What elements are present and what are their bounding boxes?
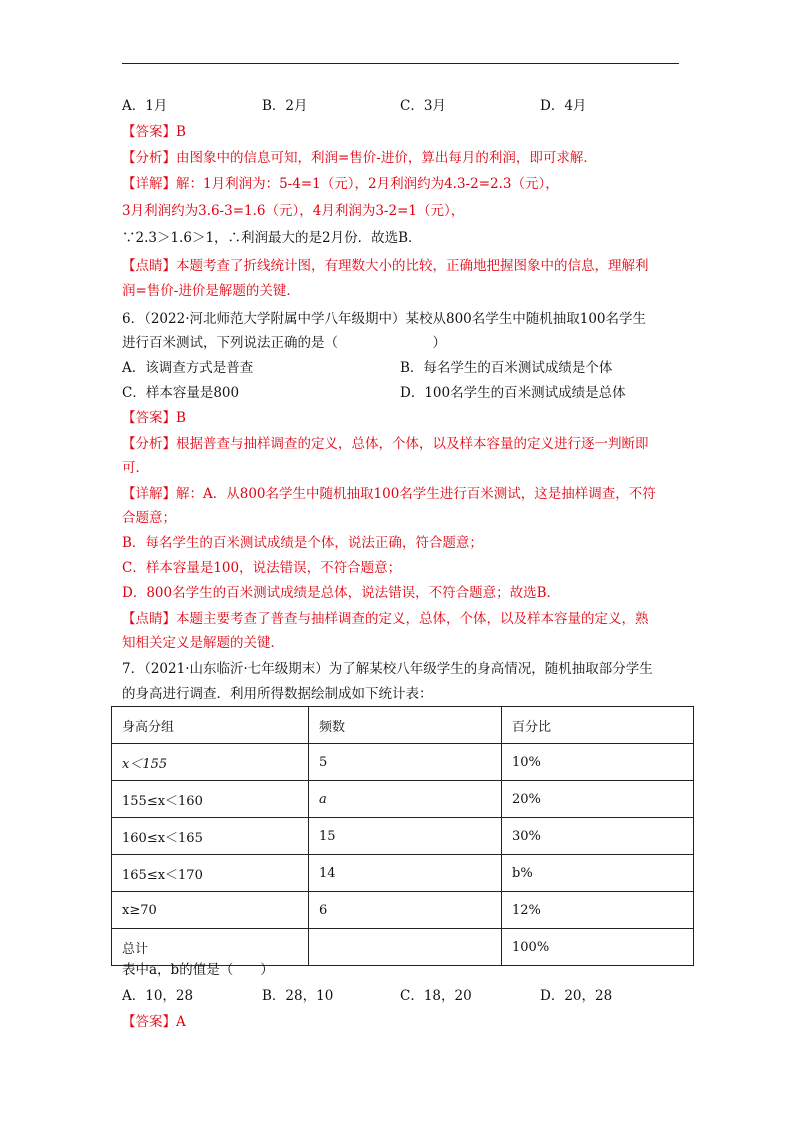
q6-stem-line-1: 6．（2022·河北师范大学附属中学八年级期中）某校从800名学生中随机抽取100名学生	[122, 311, 647, 327]
q7-stem-line-1: 7．（2021·山东临沂·七年级期末）为了解某校八年级学生的身高情况，随机抽取部分学生	[122, 661, 653, 677]
q5-analysis: 【分析】由图象中的信息可知，利润=售价-进价，算出每月的利润，即可求解．	[122, 150, 597, 166]
q5-option-d[interactable]: D．4月	[540, 98, 587, 114]
q6-detail-line-5: D．800名学生的百米测试成绩是总体，说法错误，不符合题意；故选B．	[122, 585, 561, 601]
table-row	[112, 818, 694, 855]
q6-detail-line-2: 合题意；	[122, 510, 176, 526]
table-cell	[309, 929, 502, 966]
table-cell: 14	[309, 855, 502, 892]
table-cell: 10%	[502, 744, 694, 781]
header-height-group: 身高分组	[112, 707, 309, 744]
table-header-row	[112, 707, 694, 744]
q6-option-c[interactable]: C．样本容量是800	[122, 385, 240, 401]
q6-comment-line-1: 【点睛】本题主要考查了普查与抽样调查的定义，总体，个体，以及样本容量的定义，熟	[122, 611, 649, 627]
q6-analysis-line-2: 可．	[122, 460, 149, 476]
height-statistics-table	[111, 706, 694, 966]
q7-option-b[interactable]: B．28，10	[262, 988, 334, 1004]
q6-detail-line-4: C．样本容量是100，说法错误，不符合题意；	[122, 560, 402, 576]
table-cell: 15	[309, 818, 502, 855]
table-cell: 165≤x＜170	[112, 855, 309, 892]
table-row	[112, 855, 694, 892]
table-cell: 160≤x＜165	[112, 818, 309, 855]
q5-option-c[interactable]: C．3月	[400, 98, 446, 114]
q7-stem-line-2: 的身高进行调查．利用所得数据绘制成如下统计表：	[122, 686, 433, 702]
table-cell: 6	[309, 892, 502, 929]
q6-answer: 【答案】B	[122, 410, 186, 426]
q6-option-a[interactable]: A．该调查方式是普查	[122, 360, 254, 376]
q5-comment-line-2: 润=售价-进价是解题的关键．	[122, 283, 300, 299]
header-percentage: 百分比	[502, 707, 694, 744]
table-cell: 总计	[112, 929, 309, 966]
table-cell: 155≤x＜160	[112, 781, 309, 818]
q6-detail-line-1: 【详解】解：A．从800名学生中随机抽取100名学生进行百米测试，这是抽样调查，不符	[122, 486, 656, 502]
header-frequency: 频数	[309, 707, 502, 744]
table-cell: 12%	[502, 892, 694, 929]
q7-answer: 【答案】A	[122, 1014, 186, 1030]
q7-option-a[interactable]: A．10，28	[122, 988, 194, 1004]
table-row	[112, 744, 694, 781]
table-cell: b%	[502, 855, 694, 892]
q5-option-b[interactable]: B．2月	[262, 98, 308, 114]
q5-detail-line-3: ∵2.3＞1.6＞1，∴利润最大的是2月份．故选B．	[122, 230, 422, 246]
table-row	[112, 781, 694, 818]
q5-comment-line-1: 【点睛】本题考查了折线统计图，有理数大小的比较，正确地把握图象中的信息，理解利	[122, 258, 649, 274]
q5-answer: 【答案】B	[122, 124, 186, 140]
q6-stem-line-2: 进行百米测试，下列说法正确的是（ ）	[122, 335, 446, 351]
table-cell: x＜155	[112, 744, 309, 781]
q5-detail-line-1: 【详解】解：1月利润为：5-4=1（元），2月利润约为4.3-2=2.3（元），	[122, 176, 559, 192]
q7-option-c[interactable]: C．18，20	[400, 988, 472, 1004]
header-rule	[122, 63, 679, 64]
q6-comment-line-2: 知相关定义是解题的关键．	[122, 635, 284, 651]
q5-detail-line-2: 3月利润约为3.6-3=1.6（元），4月利润为3-2=1（元），	[122, 203, 465, 219]
q6-option-d[interactable]: D．100名学生的百米测试成绩是总体	[400, 385, 626, 401]
q5-option-a[interactable]: A．1月	[122, 98, 168, 114]
q6-option-b[interactable]: B．每名学生的百米测试成绩是个体	[400, 360, 613, 376]
table-cell: 100%	[502, 929, 694, 966]
table-row	[112, 892, 694, 929]
table-cell: x≥70	[112, 892, 309, 929]
q6-analysis-line-1: 【分析】根据普查与抽样调查的定义，总体，个体，以及样本容量的定义进行逐一判断即	[122, 436, 649, 452]
table-cell: a	[309, 781, 502, 818]
q6-detail-line-3: B．每名学生的百米测试成绩是个体，说法正确，符合题意；	[122, 535, 483, 551]
q7-question: 表中a，b的值是（ ）	[122, 962, 274, 978]
q7-option-d[interactable]: D．20，28	[540, 988, 613, 1004]
table-cell: 20%	[502, 781, 694, 818]
table-cell: 5	[309, 744, 502, 781]
table-cell: 30%	[502, 818, 694, 855]
